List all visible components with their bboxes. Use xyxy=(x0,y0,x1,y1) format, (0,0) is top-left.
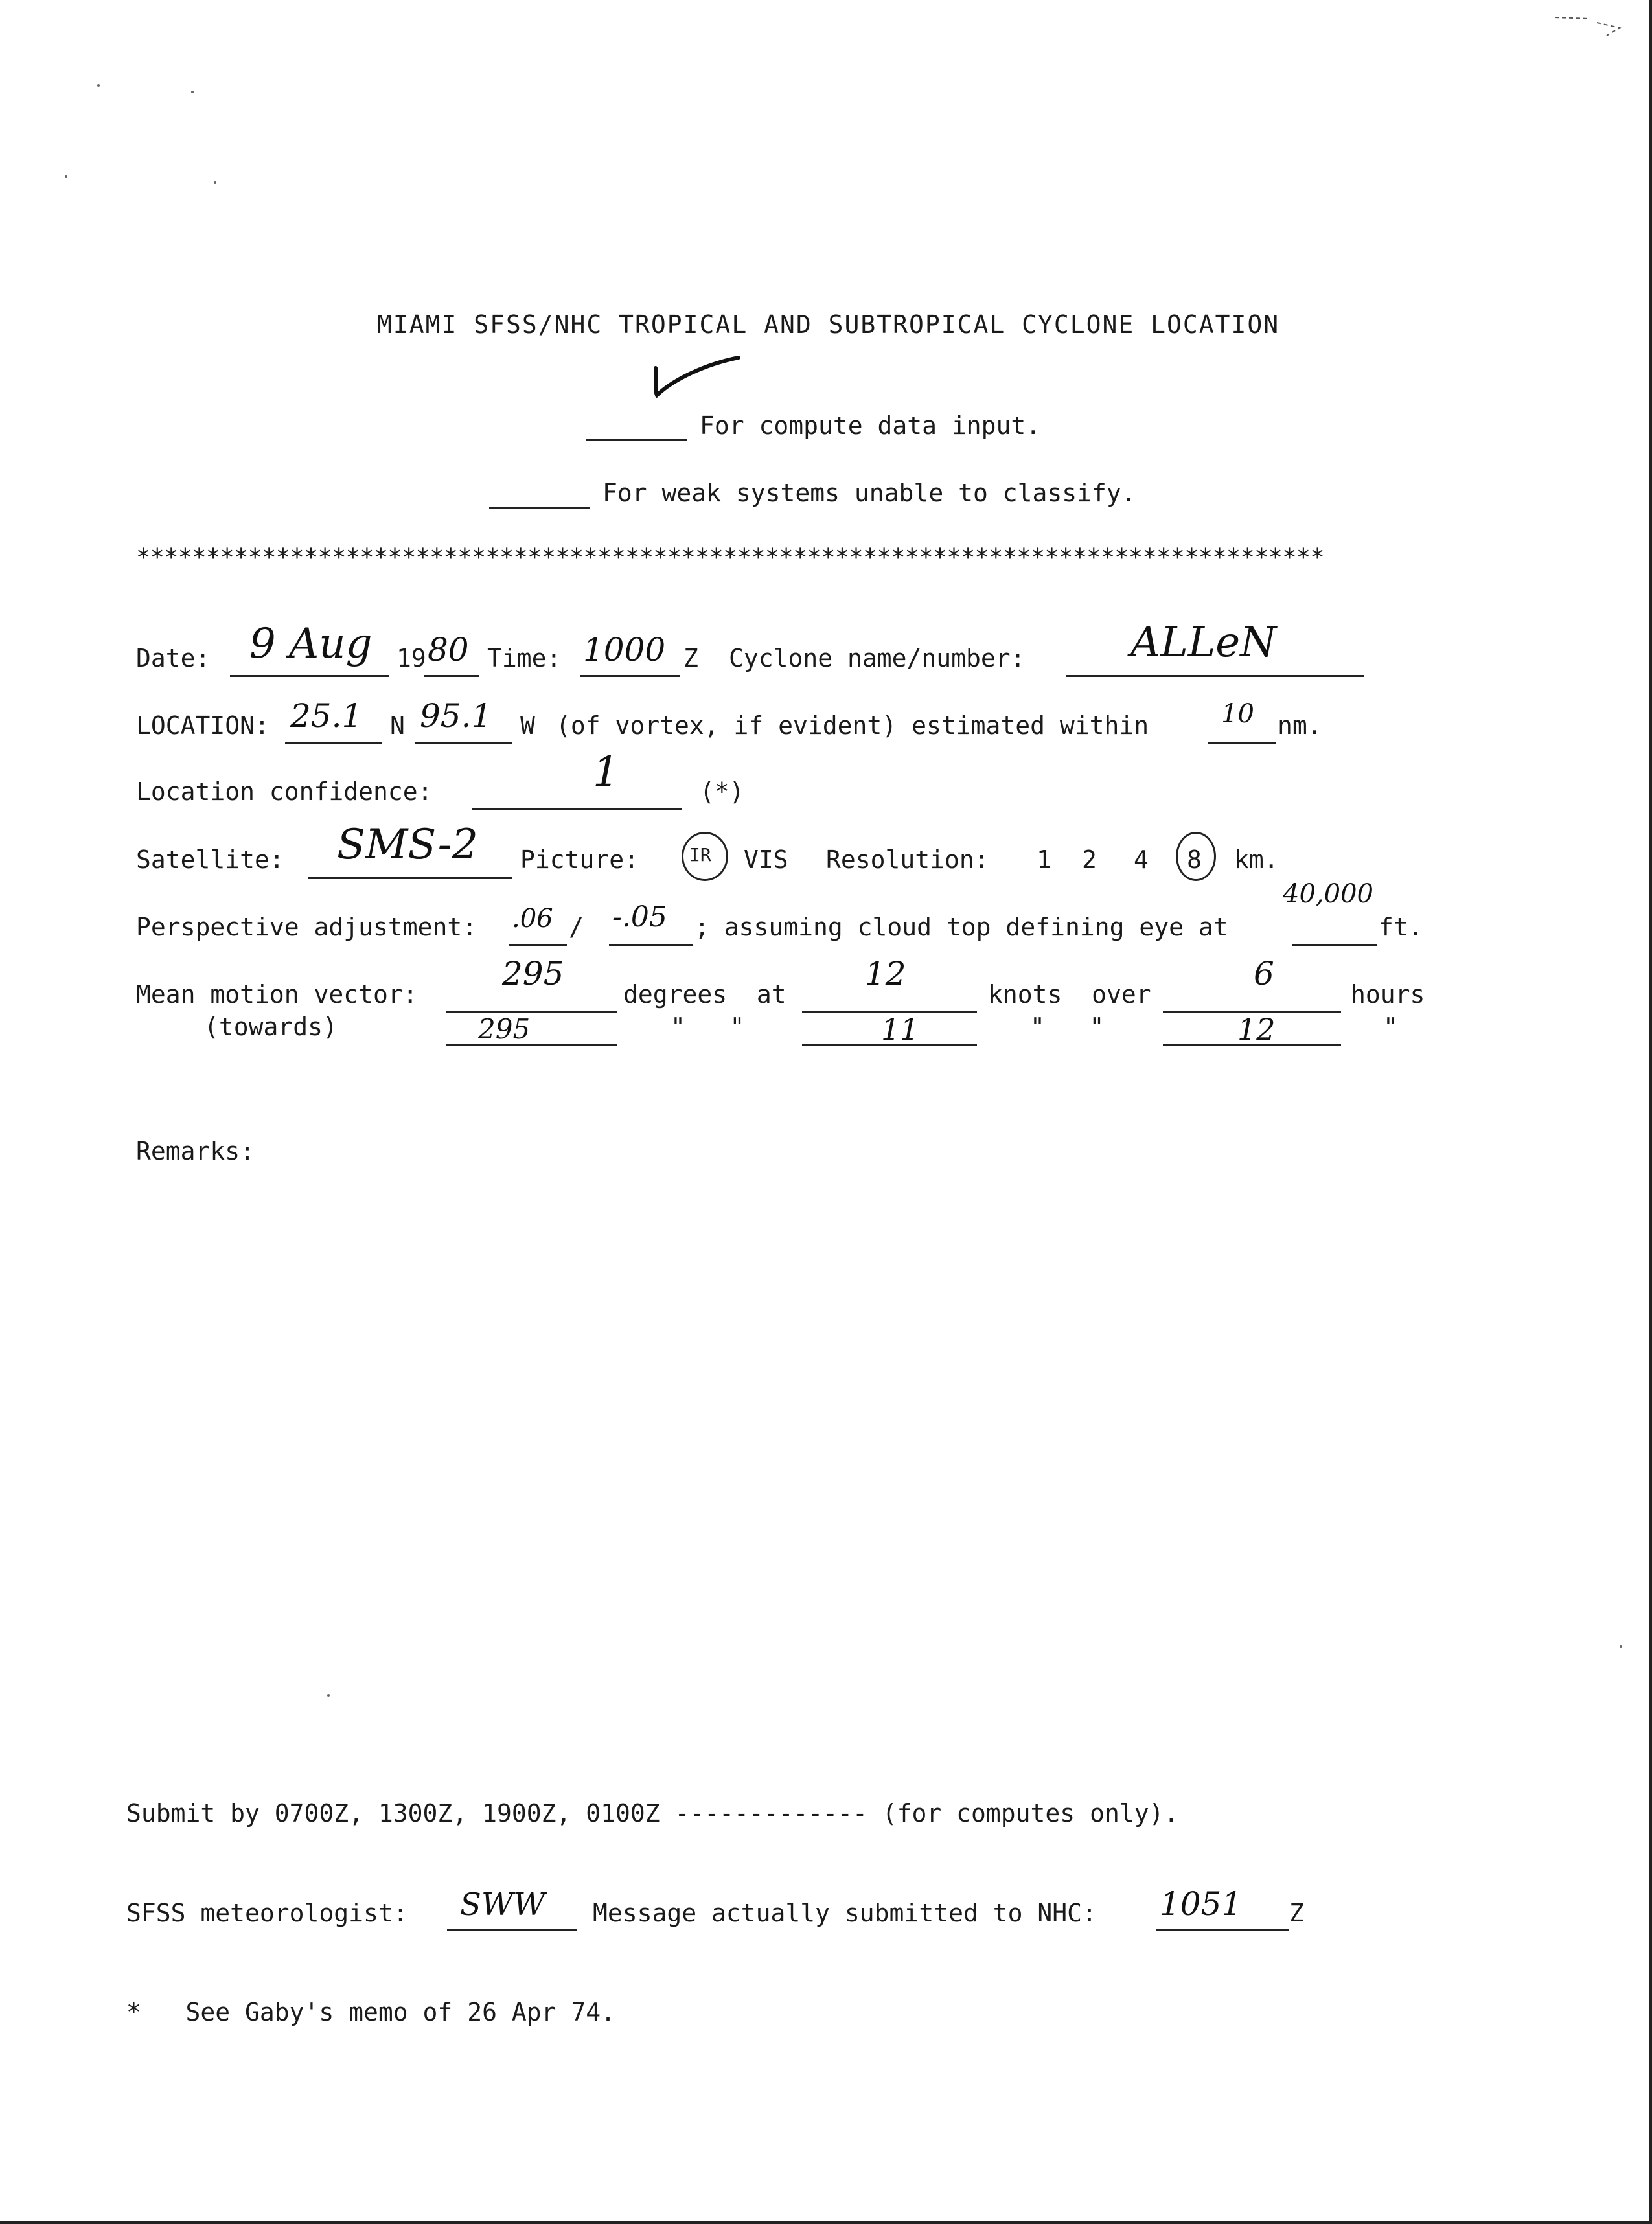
motion-knots-1: 12 xyxy=(865,955,906,992)
time-label: Time: xyxy=(487,644,562,672)
within-unit: nm. xyxy=(1278,711,1322,740)
resolution-unit: km. xyxy=(1234,845,1279,874)
eye-height-field-line[interactable] xyxy=(1292,944,1377,946)
eye-height-value: 40,000 xyxy=(1283,879,1373,909)
motion-label: Mean motion vector: xyxy=(136,980,418,1009)
eye-height-unit: ft. xyxy=(1379,913,1423,941)
year-field-line[interactable] xyxy=(424,675,479,677)
date-field-line[interactable] xyxy=(230,675,389,677)
confidence-field-line[interactable] xyxy=(472,808,682,810)
ditto-marks-3: " xyxy=(1383,1013,1398,1041)
motion-degrees-2-line[interactable] xyxy=(446,1044,617,1046)
corner-scribble-icon xyxy=(1552,10,1629,39)
scan-speck xyxy=(191,91,194,93)
picture-label: Picture: xyxy=(520,845,639,874)
scan-speck xyxy=(214,181,216,184)
within-value: 10 xyxy=(1221,699,1254,729)
remarks-label: Remarks: xyxy=(136,1137,255,1165)
longitude-value: 95.1 xyxy=(420,697,492,735)
resolution-4[interactable]: 4 xyxy=(1134,845,1149,874)
motion-degrees-1: 295 xyxy=(502,955,564,992)
option-weak-label: For weak systems unable to classify. xyxy=(602,479,1136,507)
meteorologist-field-line[interactable] xyxy=(447,1929,577,1931)
date-label: Date: xyxy=(136,644,211,672)
resolution-1[interactable]: 1 xyxy=(1037,845,1051,874)
motion-knots-2-line[interactable] xyxy=(802,1044,977,1046)
time-value: 1000 xyxy=(583,631,666,669)
picture-ir-option[interactable]: IR xyxy=(689,844,711,866)
time-field-line[interactable] xyxy=(580,675,680,677)
longitude-direction: W xyxy=(520,711,535,740)
motion-hours-2-line[interactable] xyxy=(1163,1044,1341,1046)
latitude-field-line[interactable] xyxy=(285,742,382,744)
footnote: * See Gaby's memo of 26 Apr 74. xyxy=(126,1998,615,2026)
compute-input-checkbox-line[interactable] xyxy=(586,439,687,441)
perspective-field-1-line[interactable] xyxy=(509,944,567,946)
motion-hours-label: hours xyxy=(1351,980,1425,1009)
confidence-note: (*) xyxy=(700,777,744,806)
asterisk-separator: ************************************************************************************* xyxy=(136,544,1324,571)
resolution-8[interactable]: 8 xyxy=(1187,845,1202,874)
motion-degrees-2: 295 xyxy=(478,1013,531,1045)
towards-label: (towards) xyxy=(204,1013,338,1041)
satellite-label: Satellite: xyxy=(136,845,284,874)
perspective-field-2-line[interactable] xyxy=(609,944,693,946)
satellite-value: SMS-2 xyxy=(337,821,478,869)
location-description: (of vortex, if evident) estimated within xyxy=(556,711,1149,740)
weak-systems-checkbox-line[interactable] xyxy=(489,507,590,509)
latitude-direction: N xyxy=(390,711,405,740)
year-prefix: 19 xyxy=(396,644,426,672)
confidence-label: Location confidence: xyxy=(136,777,433,806)
meteorologist-label: SFSS meteorologist: xyxy=(126,1899,408,1927)
cyclone-value: ALLeN xyxy=(1130,619,1277,667)
date-value: 9 Aug xyxy=(249,620,373,668)
scan-border-right xyxy=(1649,0,1652,2224)
perspective-label: Perspective adjustment: xyxy=(136,913,477,941)
message-field-line[interactable] xyxy=(1156,1929,1289,1931)
motion-degrees-1-line[interactable] xyxy=(446,1011,617,1013)
resolution-label: Resolution: xyxy=(826,845,989,874)
ditto-marks-2: " " xyxy=(1030,1013,1105,1041)
message-value: 1051 xyxy=(1160,1885,1243,1923)
perspective-description: ; assuming cloud top defining eye at xyxy=(694,913,1228,941)
confidence-value: 1 xyxy=(593,748,619,796)
satellite-field-line[interactable] xyxy=(308,877,512,879)
motion-hours-2: 12 xyxy=(1237,1012,1276,1047)
ditto-marks-1: " " xyxy=(671,1013,745,1041)
motion-hours-1: 6 xyxy=(1254,955,1274,992)
perspective-value-2: -.05 xyxy=(612,900,667,934)
cyclone-label: Cyclone name/number: xyxy=(729,644,1026,672)
checkmark-icon xyxy=(648,350,745,402)
meteorologist-value: SWW xyxy=(460,1886,545,1923)
latitude-value: 25.1 xyxy=(290,697,363,735)
scan-speck xyxy=(1620,1645,1622,1648)
message-label: Message actually submitted to NHC: xyxy=(593,1899,1097,1927)
longitude-field-line[interactable] xyxy=(415,742,512,744)
option-compute-label: For compute data input. xyxy=(700,411,1041,440)
time-suffix: Z xyxy=(683,644,698,672)
perspective-slash: / xyxy=(569,913,584,941)
within-field-line[interactable] xyxy=(1208,742,1276,744)
motion-knots-2: 11 xyxy=(881,1012,919,1047)
location-label: LOCATION: xyxy=(136,711,270,740)
scan-speck xyxy=(65,175,67,178)
motion-knots-over: knots over xyxy=(988,980,1151,1009)
form-title: MIAMI SFSS/NHC TROPICAL AND SUBTROPICAL CYCLONE LOCATION xyxy=(377,310,1280,339)
submit-instructions: Submit by 0700Z, 1300Z, 1900Z, 0100Z ------------- (for computes only). xyxy=(126,1799,1179,1828)
message-suffix: Z xyxy=(1289,1899,1304,1927)
scan-border-bottom xyxy=(0,2221,1652,2224)
perspective-value-1: .06 xyxy=(512,904,553,934)
cyclone-field-line[interactable] xyxy=(1066,675,1364,677)
motion-degrees-at: degrees at xyxy=(623,980,786,1009)
year-value: 80 xyxy=(428,631,469,669)
resolution-2[interactable]: 2 xyxy=(1082,845,1097,874)
picture-vis-option[interactable]: VIS xyxy=(744,845,788,874)
remarks-area[interactable] xyxy=(136,1179,1497,1762)
scan-speck xyxy=(97,84,100,87)
